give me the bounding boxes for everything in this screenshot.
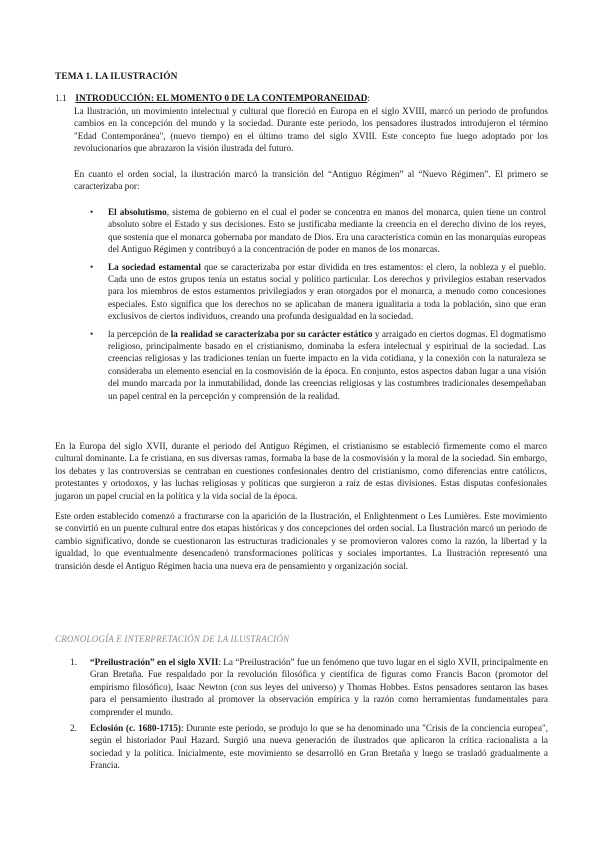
bullet-icon: •: [90, 261, 94, 272]
intro-paragraph: La Ilustración, un movimiento intelectual y cultural que floreció en Europa en el siglo XVIII, marcó un periodo de profundos cambios en la concepción del mundo y la sociedad. Durante este periodo, los pensadores ilustrados introdujeron el término "Edad Contemporánea", (nuevo tiempo) en el último tramo del siglo XVIII. Este concepto fue luego adoptado por los revolucionarios que abrazaron la visión ilustrada del futuro.: [74, 106, 548, 154]
list-item-text: : Durante este periodo, se produjo lo que se ha denominado una "Crisis de la conciencia europea", según el historiador Paul Hazard. Surgió una nueva generación de ilustrados que aplicaron la crítica racionalista a la sociedad y la política. Inicialmente, este movimiento se desarrolló en Gran Bretaña y luego se trasladó gradualmente a Francia.: [90, 723, 548, 771]
list-number: 2.: [70, 723, 77, 734]
section-heading-colon: :: [367, 94, 370, 104]
list-item-bold: “Preilustración” en el siglo XVII: [90, 657, 219, 667]
list-item-text: y arraigado en ciertos dogmas. El dogmatismo religioso, principalmente basado en el cristianismo, dominaba la esfera intelectual y espiritual de la sociedad. Las creencias religiosas y las tradiciones tenían un fuerte impacto en la vida cotidiana, y la conexión con la naturaleza se consideraba un elemento esencial en la cosmovisión de la época. En conjunto, estos aspectos daban lugar a una visión del mundo marcada por la inmutabilidad, donde las creencias religiosas y las costumbres tradicionales desempeñaban un papel central en la percepción y comprensión de la realidad.: [108, 328, 546, 401]
chronology-heading: CRONOLOGÍA E INTERPRETACIÓN DE LA ILUSTRACIÓN: [55, 634, 290, 644]
list-number: 1.: [70, 657, 77, 667]
list-item-bold: la realidad se caracterizaba por su carácter estático: [170, 328, 373, 339]
list-item: [60, 656, 548, 718]
christianism-paragraph: En la Europa del siglo XVII, durante el periodo del Antiguo Régimen, el cristianismo se estableció firmemente como el marco cultural dominante. La fe cristiana, en sus diversas ramas, formaba la base de la cosmovisión y la moral de la sociedad. Sin embargo, los debates y las controversias se centraban en cuestiones confesionales dentro del cristianismo, como diferencias entre católicos, protestantes y ortodoxos, y las luchas religiosas y políticas que surgieron a raíz de estas divisiones. Estas disputas confesionales jugaron un papel crucial en la política y la vida social de la época.: [55, 441, 547, 501]
list-item: [90, 206, 546, 256]
document-title: TEMA 1. LA ILUSTRACIÓN: [55, 72, 178, 82]
list-item: [90, 328, 546, 402]
characteristics-list: [90, 206, 546, 407]
list-item: [60, 722, 548, 772]
list-item-bold: La sociedad estamental: [108, 261, 201, 272]
list-item-text: que se caracterizaba por estar dividida en tres estamentos: el clero, la nobleza y el pueblo. Cada uno de estos grupos tenía un estatus social y político particular. Los derechos y privilegios estaban reservados para los miembros de estos estamentos privilegiados y eran otorgados por el monarca, a menudo como concesiones especiales. Esto significa que los derechos no se aplicaban de manera igualitaria a toda la población, sino que eran exclusivos de ciertos individuos, creando una profunda desigualdad en la sociedad.: [108, 261, 547, 322]
enlightenment-paragraph: Este orden establecido comenzó a fracturarse con la aparición de la Ilustración, el Enlightenment o Les Lumières. Este movimiento se convirtió en un puente cultural entre dos etapas históricas y dos concepciones del orden social. La Ilustración marcó un periodo de cambio significativo, donde se cuestionaron las estructuras tradicionales y se promovieron valores como la razón, la libertad y la igualdad, lo que eventualmente desencadenó transformaciones políticas y sociales importantes. La Ilustración representó una transición desde el Antiguo Régimen hacia una nueva era de pensamiento y organización social.: [55, 511, 547, 571]
list-item-text: : La “Preilustración” fue un fenómeno que tuvo lugar en el siglo XVII, principalmente en Gran Bretaña. Fue respaldado por la revolución filosófica y científica de figuras como Francis Bacon (promotor del empirismo filosófico), Isaac Newton (con sus leyes del universo) y Thomas Hobbes. Estos pensadores sentaron las bases para el pensamiento ilustrado al promover la observación empírica y la razón como herramientas fundamentales para comprender el mundo.: [90, 657, 548, 717]
bullet-icon: •: [90, 328, 94, 339]
section-heading: [55, 93, 555, 105]
list-item-text: , sistema de gobierno en el cual el poder se concentra en manos del monarca, quien tiene un control absoluto sobre el Estado y sus decisiones. Esto se justificaba mediante la creencia en el derecho divino de los reyes, que sostenía que el monarca gobernaba por mandato de Dios. Era una característica común en las monarquías europeas del Antiguo Régimen y contribuyó a la concentración de poder en manos de los monarcas.: [108, 207, 547, 255]
list-item-bold: El absolutismo: [108, 207, 167, 217]
bullet-icon: •: [90, 207, 94, 217]
social-order-paragraph: En cuanto el orden social, la ilustración marcó la transición del “Antiguo Régimen” al “Nuevo Régimen”. El primero se caracterizaba por:: [74, 169, 548, 192]
section-heading-text: INTRODUCCIÓN: EL MOMENTO 0 DE LA CONTEMPORANEIDAD: [75, 94, 368, 104]
list-item-bold: Eclosión (c. 1680-1715): [90, 723, 181, 734]
section-number: 1.1: [55, 94, 67, 104]
list-item-prefix: la percepción de: [108, 328, 171, 339]
chronology-list: [60, 656, 548, 776]
list-item: [90, 261, 546, 323]
